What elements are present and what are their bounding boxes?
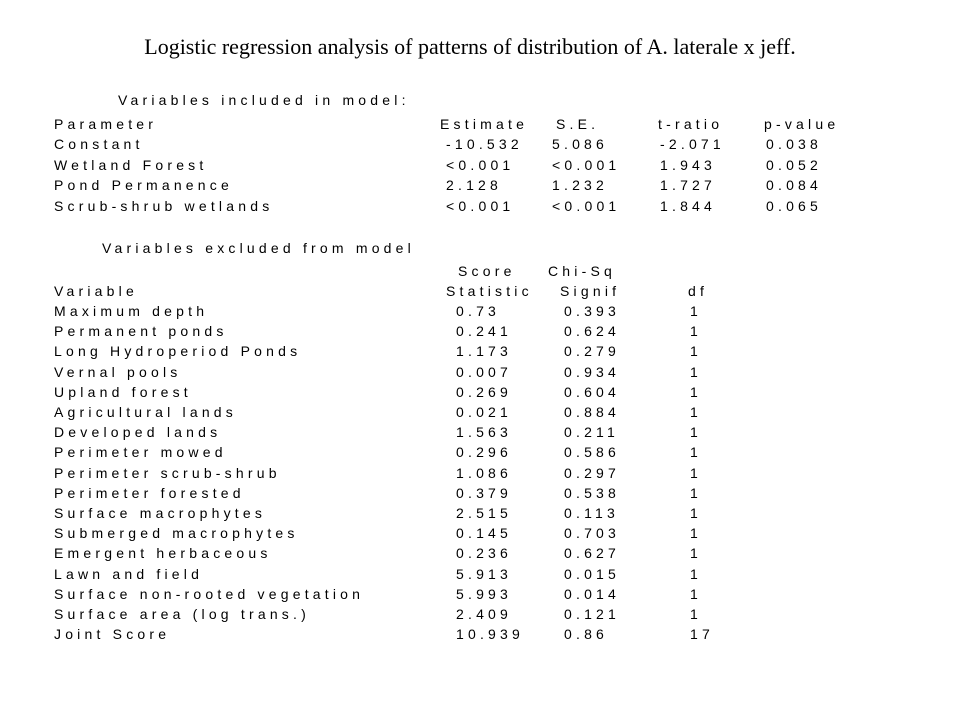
- score-statistic-value: 0.379: [456, 484, 513, 501]
- score-statistic-value: 2.515: [456, 505, 513, 521]
- chisq-signif-value: 0.86: [564, 626, 609, 643]
- header-parameter: Parameter: [54, 116, 158, 132]
- df-value: 1: [690, 383, 702, 400]
- df-value: 1: [690, 363, 702, 380]
- variable-name: Vernal pools: [54, 363, 182, 380]
- header-chisq-top: Chi-Sq: [548, 263, 616, 279]
- header-score-statistic: Statistic: [446, 283, 533, 299]
- header-p-value: p-value: [764, 116, 840, 132]
- p-value-value: 0.038: [766, 136, 823, 152]
- se-value: <0.001: [552, 156, 621, 173]
- parameter-name: Constant: [54, 136, 144, 152]
- df-value: 1: [690, 404, 702, 420]
- score-statistic-value: 0.145: [456, 525, 513, 542]
- chisq-signif-value: 0.015: [564, 565, 621, 582]
- variable-name: Submerged macrophytes: [54, 525, 299, 542]
- t-ratio-value: -2.071: [660, 136, 725, 152]
- table-row: [0, 545, 960, 565]
- table-row: [0, 303, 960, 323]
- df-value: 17: [690, 626, 714, 643]
- parameter-name: Scrub-shrub wetlands: [54, 197, 274, 214]
- header-score-top: Score: [458, 263, 516, 279]
- header-df: df: [688, 283, 709, 299]
- chisq-signif-value: 0.884: [564, 404, 621, 420]
- chisq-signif-value: 0.604: [564, 383, 621, 400]
- table-row: [0, 485, 960, 505]
- table-row: [0, 465, 960, 485]
- score-statistic-value: 1.563: [456, 424, 513, 441]
- page-title: Logistic regression analysis of patterns of distribution of A. laterale x jeff.: [144, 34, 796, 59]
- score-statistic-value: 0.241: [456, 323, 513, 340]
- included-heading: Variables included in model:: [118, 92, 410, 108]
- chisq-signif-value: 0.297: [564, 464, 621, 481]
- header-t-ratio: t-ratio: [658, 116, 724, 132]
- variable-name: Long Hydroperiod Ponds: [54, 343, 302, 360]
- df-value: 1: [690, 484, 702, 501]
- variable-name: Perimeter scrub-shrub: [54, 464, 281, 481]
- estimate-value: <0.001: [446, 156, 515, 173]
- table-row: [0, 364, 960, 384]
- df-value: 1: [690, 343, 702, 360]
- score-statistic-value: 0.73: [456, 303, 501, 319]
- variable-name: Surface macrophytes: [54, 505, 267, 521]
- variable-name: Developed lands: [54, 424, 222, 441]
- table-row: [0, 444, 960, 464]
- df-value: 1: [690, 323, 702, 340]
- excluded-header-row-top: [0, 263, 960, 283]
- table-row: [0, 505, 960, 525]
- df-value: 1: [690, 545, 702, 562]
- df-value: 1: [690, 464, 702, 481]
- t-ratio-value: 1.943: [660, 156, 717, 173]
- score-statistic-value: 0.236: [456, 545, 513, 562]
- header-estimate: Estimate: [440, 116, 529, 132]
- parameter-name: Pond Permanence: [54, 177, 233, 193]
- df-value: 1: [690, 585, 702, 602]
- score-statistic-value: 0.007: [456, 363, 513, 380]
- variable-name: Emergent herbaceous: [54, 545, 272, 562]
- score-statistic-value: 5.913: [456, 565, 513, 582]
- variable-name: Joint Score: [54, 626, 171, 643]
- score-statistic-value: 1.086: [456, 464, 513, 481]
- table-row: [0, 198, 960, 218]
- variable-name: Surface area (log trans.): [54, 606, 310, 622]
- table-row: [0, 343, 960, 363]
- parameter-name: Wetland Forest: [54, 156, 208, 173]
- table-row: [0, 606, 960, 626]
- score-statistic-value: 0.021: [456, 404, 513, 420]
- score-statistic-value: 0.296: [456, 444, 513, 461]
- score-statistic-value: 2.409: [456, 606, 513, 622]
- score-statistic-value: 1.173: [456, 343, 513, 360]
- variable-name: Lawn and field: [54, 565, 204, 582]
- chisq-signif-value: 0.934: [564, 363, 621, 380]
- chisq-signif-value: 0.014: [564, 585, 621, 602]
- table-row: [0, 626, 960, 646]
- excluded-header-row-bottom: [0, 283, 960, 303]
- t-ratio-value: 1.844: [660, 197, 717, 214]
- header-chisq-signif: Signif: [560, 283, 621, 299]
- p-value-value: 0.065: [766, 197, 823, 214]
- chisq-signif-value: 0.627: [564, 545, 621, 562]
- table-row: [0, 404, 960, 424]
- se-value: 1.232: [552, 177, 609, 193]
- chisq-signif-value: 0.279: [564, 343, 621, 360]
- chisq-signif-value: 0.586: [564, 444, 621, 461]
- p-value-value: 0.084: [766, 177, 823, 193]
- se-value: <0.001: [552, 197, 621, 214]
- table-row: [0, 525, 960, 545]
- header-se: S.E.: [556, 116, 600, 132]
- df-value: 1: [690, 424, 702, 441]
- variable-name: Perimeter forested: [54, 484, 245, 501]
- table-row: [0, 157, 960, 177]
- estimate-value: -10.532: [446, 136, 523, 152]
- chisq-signif-value: 0.121: [564, 606, 621, 622]
- df-value: 1: [690, 505, 702, 521]
- included-header-row: [0, 116, 960, 136]
- table-row: [0, 384, 960, 404]
- score-statistic-value: 0.269: [456, 383, 513, 400]
- estimate-value: 2.128: [446, 177, 503, 193]
- df-value: 1: [690, 525, 702, 542]
- score-statistic-value: 10.939: [456, 626, 525, 643]
- header-variable: Variable: [54, 283, 138, 299]
- table-row: [0, 424, 960, 444]
- variable-name: Permanent ponds: [54, 323, 228, 340]
- variable-name: Perimeter mowed: [54, 444, 227, 461]
- p-value-value: 0.052: [766, 156, 823, 173]
- table-row: [0, 177, 960, 197]
- variable-name: Upland forest: [54, 383, 192, 400]
- variable-name: Maximum depth: [54, 303, 209, 319]
- variable-name: Agricultural lands: [54, 404, 237, 420]
- excluded-heading: Variables excluded from model: [102, 240, 415, 256]
- df-value: 1: [690, 303, 702, 319]
- chisq-signif-value: 0.624: [564, 323, 621, 340]
- chisq-signif-value: 0.211: [564, 424, 619, 441]
- variable-name: Surface non-rooted vegetation: [54, 585, 365, 602]
- table-row: [0, 566, 960, 586]
- estimate-value: <0.001: [446, 197, 515, 214]
- chisq-signif-value: 0.703: [564, 525, 621, 542]
- df-value: 1: [690, 444, 702, 461]
- df-value: 1: [690, 565, 702, 582]
- table-row: [0, 323, 960, 343]
- df-value: 1: [690, 606, 702, 622]
- chisq-signif-value: 0.393: [564, 303, 621, 319]
- se-value: 5.086: [552, 136, 609, 152]
- chisq-signif-value: 0.538: [564, 484, 621, 501]
- chisq-signif-value: 0.113: [564, 505, 619, 521]
- table-row: [0, 136, 960, 156]
- t-ratio-value: 1.727: [660, 177, 717, 193]
- score-statistic-value: 5.993: [456, 585, 513, 602]
- table-row: [0, 586, 960, 606]
